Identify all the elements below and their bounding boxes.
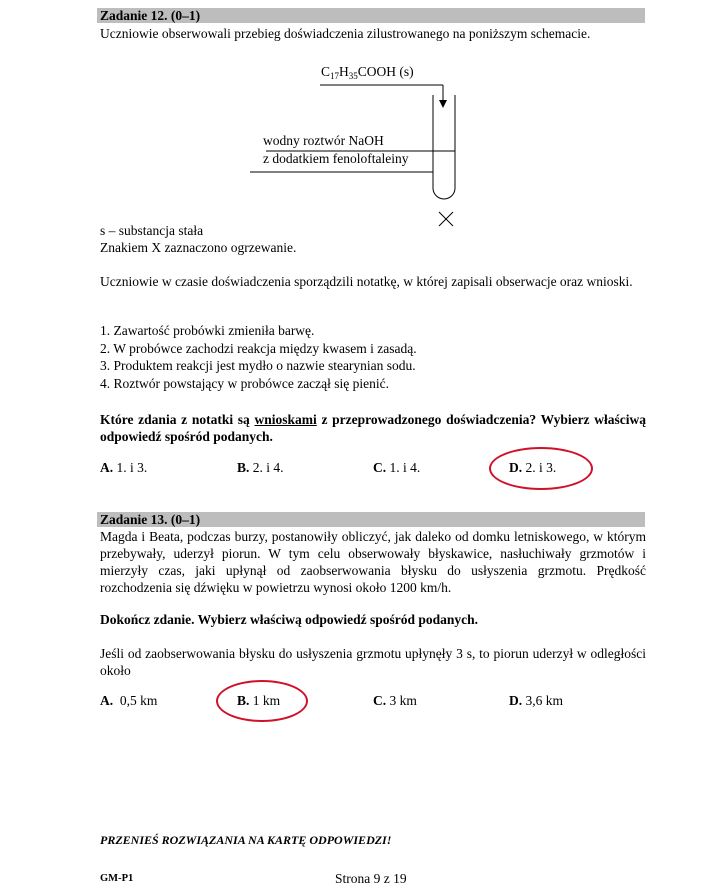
arrow-head-icon	[439, 100, 447, 108]
task12-answer-d[interactable]: D. 2. i 3.	[509, 460, 557, 475]
task13-answer-b[interactable]: B. 1 km	[237, 693, 281, 708]
task13-answer-d[interactable]: D. 3,6 km	[509, 693, 564, 708]
note-item-4: 4. Roztwór powstający w probówce zaczął się pienić.	[100, 376, 390, 391]
task12-question: Które zdania z notatki są wnioskami z przeprowadzonego doświadczenia? Wybierz właściwą odpowiedź spośród podanych.	[100, 412, 646, 444]
task13-intro: Magda i Beata, podczas burzy, postanowiły obliczyć, jak daleko od domku letniskowego, w którym przebywały, uderzył piorun. W tym celu obserwowały błyskawice, nasłuchiwały grzmotów i mierzyły czas, jaki upłynął od zaobserwowania błysku do usłyszenia grzmotu. Prędkość rozchodzenia się dźwięku w powietrzu wynosi około 1200 km/h.	[100, 529, 646, 595]
task13-header: Zadanie 13. (0–1)	[97, 512, 645, 527]
answer-mark-circle-icon	[489, 447, 593, 490]
task12-answer-c[interactable]: C. 1. i 4.	[373, 460, 421, 475]
test-tube-icon	[433, 95, 455, 199]
note-heating: Znakiem X zaznaczono ogrzewanie.	[100, 240, 297, 255]
reagent-formula: $C_{17}H_{35}COOH$ (s)	[321, 64, 414, 81]
task12-answer-a[interactable]: A. 1. i 3.	[100, 460, 148, 475]
task13-answer-c[interactable]: C. 3 km	[373, 693, 417, 708]
note-item-2: 2. W probówce zachodzi reakcja między kwasem i zasadą.	[100, 341, 417, 356]
note-item-3: 3. Produktem reakcji jest mydło o nazwie stearynian sodu.	[100, 358, 416, 373]
exam-code: GM-P1	[100, 873, 134, 884]
page-number: Strona 9 z 19	[335, 871, 407, 886]
task13-stem: Jeśli od zaobserwowania błysku do usłyszenia grzmotu upłynęły 3 s, to piorun uderzył w odległości około	[100, 646, 646, 678]
note-item-1: 1. Zawartość probówki zmieniła barwę.	[100, 323, 315, 338]
task13-answer-a[interactable]: A. 0,5 km	[100, 693, 158, 708]
transfer-instruction: PRZENIEŚ ROZWIĄZANIA NA KARTĘ ODPOWIEDZI!	[100, 833, 392, 847]
experiment-diagram	[240, 58, 480, 233]
answer-mark-circle-icon	[216, 680, 308, 722]
task12-intro: Uczniowie obserwowali przebieg doświadczenia zilustrowanego na poniższym schemacie.	[100, 26, 591, 41]
solution-label-line2: z dodatkiem fenoloftaleiny	[263, 151, 409, 166]
solution-label-line1: wodny roztwór NaOH	[263, 133, 384, 148]
task12-header: Zadanie 12. (0–1)	[97, 8, 645, 23]
note-substance: s – substancja stała	[100, 223, 204, 238]
task12-answer-b[interactable]: B. 2. i 4.	[237, 460, 284, 475]
task12-paragraph: Uczniowie w czasie doświadczenia sporządzili notatkę, w której zapisali obserwacje oraz wnioski.	[100, 274, 633, 289]
task13-instruction: Dokończ zdanie. Wybierz właściwą odpowiedź spośród podanych.	[100, 612, 479, 627]
